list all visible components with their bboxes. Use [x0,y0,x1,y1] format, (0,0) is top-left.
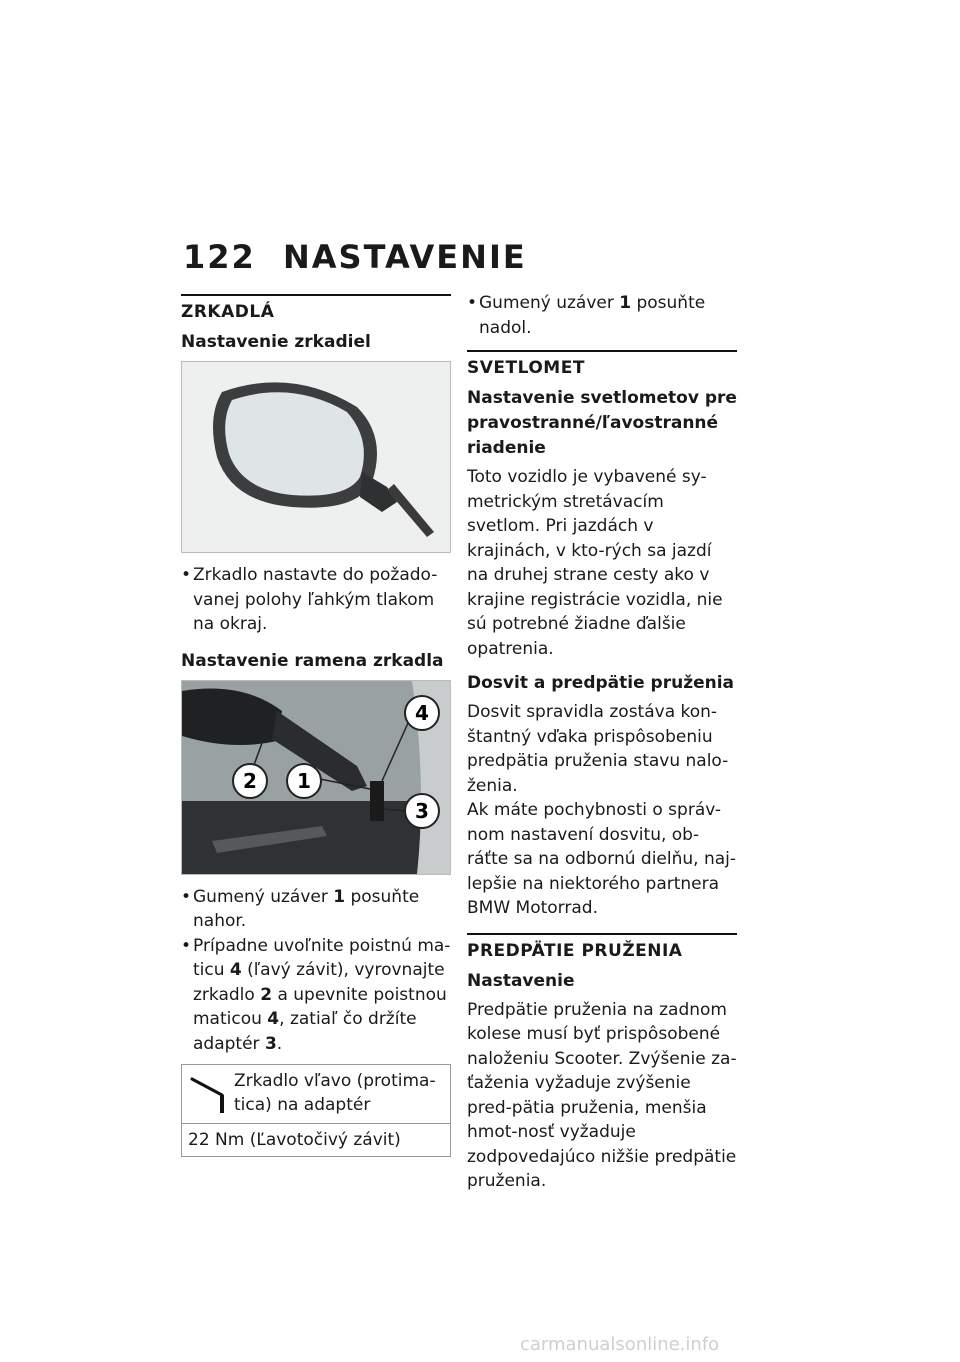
section-rule [181,294,451,296]
mirror-arm-figure [181,680,451,875]
bullet-loosen-nut: • Prípadne uvoľnite poistnú ma-ticu 4 (ľavý závit), vyrovnajte zrkadlo 2 a upevnite poistnou maticou 4, zatiaľ čo držíte adaptér 3. [181,934,451,1057]
bullet-mirror-adjust: • Zrkadlo nastavte do požado-vanej polohy ľahkým tlakom na okraj. [181,563,451,637]
subheading-adjust: Nastavenie [467,970,575,991]
paragraph-workshop: Ak máte pochybnosti o správ-nom nastavení dosvitu, ob-ráťte sa na odbornú dielňu, naj-lepšie na niektorého partnera BMW Motorrad. [467,800,737,918]
torque-spec-value: 22 Nm (Ľavotočivý závit) [188,1130,401,1150]
page-header [183,238,527,276]
section-title-mirrors: ZRKADLÁ [181,302,275,322]
paragraph-range: Dosvit spravidla zostáva kon-štantný vďaka prispôsobeniu predpätia pruženia stavu nalo-ženia. [467,702,729,796]
mirror-figure [181,361,451,553]
right-column [467,291,737,1194]
torque-wrench-icon [188,1069,234,1115]
section-title-headlight: SVETLOMET [467,358,585,378]
callout-1-label: 1 [297,768,311,793]
subheading-headlight-drive: Nastavenie svetlometov pre pravostranné/ľavostranné riadenie [467,388,737,458]
callout-2-label: 2 [243,768,257,793]
callout-4-label: 4 [415,700,429,725]
subheading-range-preload: Dosvit a predpätie pruženia [467,673,735,693]
bullet-cap-up: • Gumený uzáver 1 posuňte nahor. [181,885,451,934]
torque-spec-label: Zrkadlo vľavo (protima-tica) na adaptér [234,1071,436,1115]
section-rule [467,350,737,352]
callout-1-icon [287,764,321,798]
footer-watermark: carmanualsonline.info [520,1334,720,1355]
subheading-arm-adjust: Nastavenie ramena zrkadla [181,650,444,671]
paragraph-headlight: Toto vozidlo je vybavené sy-metrickým stretávacím svetlom. Pri jazdách v krajinách, v kto-rých sa jazdí na druhej strane cesty ako v krajine registrácie vozidla, nie sú potrebné žiadne ďalšie opatrenia. [467,467,723,659]
callout-4-icon [405,696,439,730]
section-title-preload: PREDPÄTIE PRUŽENIA [467,940,683,961]
callout-2-icon [233,764,267,798]
mirror-illustration [182,362,450,552]
torque-spec-box [181,1064,451,1157]
paragraph-preload: Predpätie pruženia na zadnom kolese musí byť prispôsobené naloženiu Scooter. Zvýšenie za-ťaženia vyžaduje zvýšenie pred-pätia pruženia, menšia hmot-nosť vyžaduje zodpovedajúco nižšie predpätie pruženia. [467,999,737,1191]
bullet-cap-down: • Gumený uzáver 1 posuňte nadol. [467,291,737,340]
left-column [181,294,451,1157]
subheading-mirror-adjust: Nastavenie zrkadiel [181,332,371,352]
callout-3-label: 3 [415,798,429,823]
mirror-arm-illustration [182,681,450,874]
callout-3-icon [405,794,439,828]
section-rule [467,933,737,935]
chapter-title: NASTAVENIE [283,238,527,276]
page-number: 122 [183,238,256,276]
